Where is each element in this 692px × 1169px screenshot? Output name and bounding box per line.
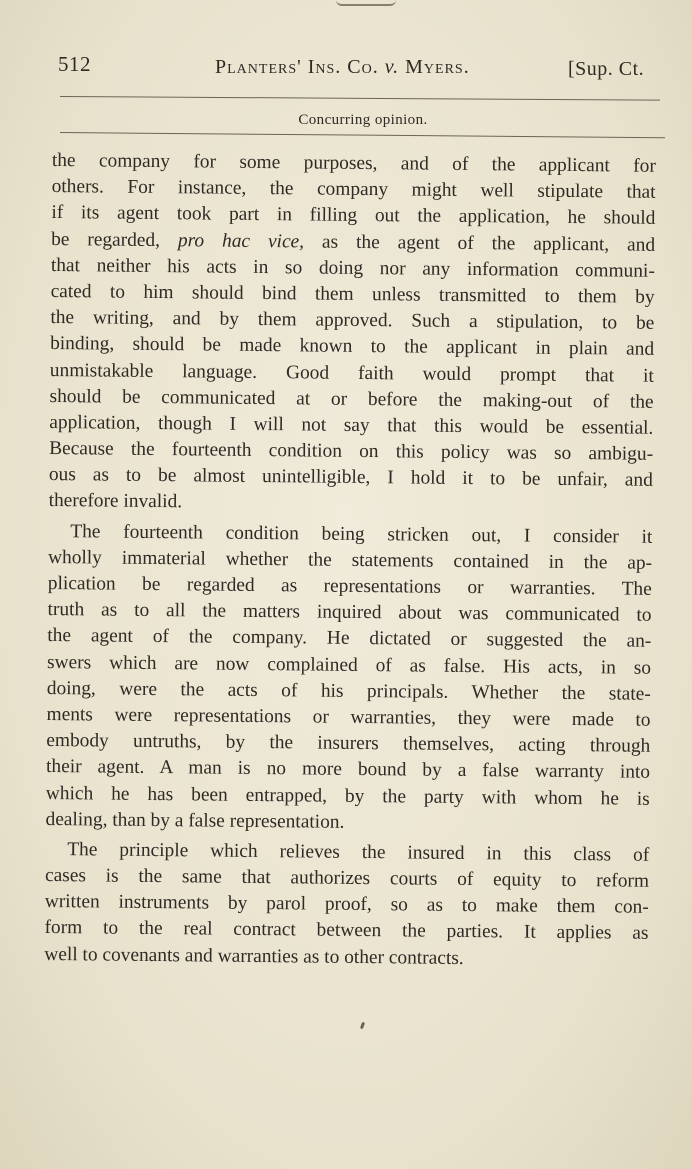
opinion-body (44, 148, 656, 978)
latin-phrase: pro hac vice, (177, 229, 305, 252)
text-line: ous as to be almost unintelligible, I hold it to be unfair, and (48, 464, 653, 492)
text-line: plication be regarded as representations or warranties. The (47, 572, 652, 600)
paragraph (44, 837, 649, 974)
text-line: Because the fourteenth condition on this policy was so ambigu- (49, 438, 654, 465)
text-line: others. For instance, the company might well stipulate that (51, 176, 656, 203)
text-line: therefore invalid. (48, 490, 183, 513)
text-line: the agent of the company. He dictated or suggested the an- (47, 625, 652, 653)
header-rule-bottom (60, 132, 665, 138)
text-line: should be communicated at or before the making-out of the (49, 385, 654, 413)
page-number: 512 (58, 52, 91, 76)
court-label: [Sup. Ct. (568, 58, 645, 80)
paragraph (45, 519, 652, 839)
section-heading-text: Concurring opinion. (298, 112, 428, 128)
text-line: doing, were the acts of his principals. Whether the state- (46, 677, 651, 705)
text-line: cated to him should bind them unless transmitted to them by (50, 280, 655, 308)
text-line: the writing, and by them approved. Such a stipulation, to be (50, 307, 655, 334)
running-title-defendant: Myers. (399, 56, 470, 78)
text-line: ments were representations or warranties, they were made to (46, 703, 651, 731)
text-line: application, though I will not say that this would be essential. (49, 411, 654, 439)
text-line: if its agent took part in filling out the application, he should (51, 202, 656, 230)
text-segment: be regarded, (51, 228, 179, 251)
text-line: written instruments by parol proof, so as to make them con- (44, 891, 649, 919)
paragraph (48, 148, 655, 520)
text-line: which he has been entrapped, by the party with whom he is (45, 782, 650, 810)
text-line: swers which are now complained of as false. His acts, in so (46, 651, 652, 679)
running-title (215, 56, 470, 79)
text-line: unmistakable language. Good faith would prompt that it (49, 359, 654, 387)
text-line: binding, should be made known to the applicant in plain and (50, 333, 655, 361)
text-segment: as the agent of the applicant, and (303, 230, 656, 256)
running-title-versus: v. (384, 56, 400, 78)
text-line: dealing, than by a false representation. (45, 808, 345, 833)
running-title-parties: Planters' Ins. Co. (215, 56, 385, 78)
text-line: The principle which relieves the insured in this class of (67, 839, 650, 866)
running-header (0, 50, 692, 86)
text-line: that neither his acts in so doing nor any information communi- (50, 254, 655, 282)
header-rule-top (60, 96, 660, 101)
text-line: the company for some purposes, and of the applicant for (51, 149, 656, 177)
text-line: The fourteenth condition being stricken out, I consider it (70, 520, 653, 548)
text-line: form to the real contract between the parties. It applies as (44, 917, 649, 945)
top-ornament (336, 0, 396, 6)
text-line: embody untruths, by the insurers themselves, acting through (46, 730, 651, 757)
text-line: truth as to all the matters inquired about was communicated to (47, 599, 652, 626)
text-line: cases is the same that authorizes courts of equity to reform (44, 865, 650, 892)
text-line: their agent. A man is no more bound by a false warranty into (45, 756, 651, 784)
text-line: well to covenants and warranties as to other contracts. (44, 943, 464, 969)
ink-speck (360, 1022, 365, 1030)
section-heading (0, 112, 692, 129)
text-line: wholly immaterial whether the statements contained in the ap- (47, 546, 653, 574)
